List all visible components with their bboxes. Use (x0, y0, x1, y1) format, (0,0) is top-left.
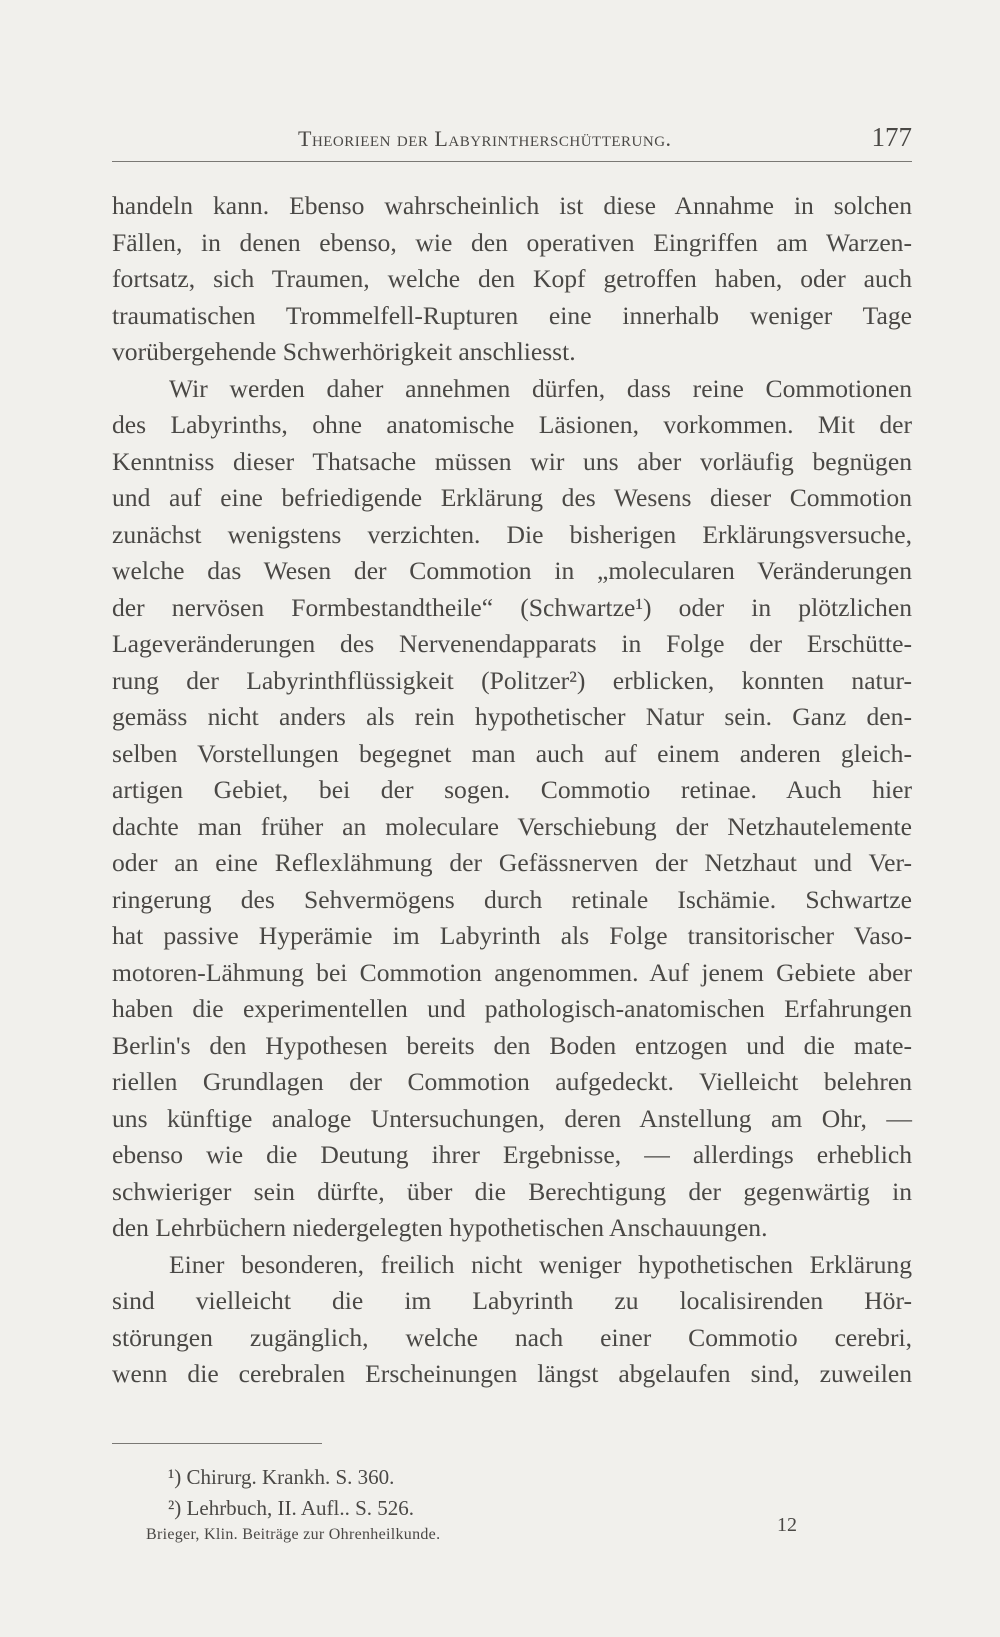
text-line: riellen Grundlagen der Commotion aufgedeckt. Vielleicht belehren (112, 1067, 912, 1096)
text-line: selben Vorstellungen begegnet man auch auf einem anderen gleich- (112, 738, 912, 768)
text-line: des Labyrinths, ohne anatomische Läsionen, vorkommen. Mit der (112, 410, 912, 439)
text-line: artigen Gebiet, bei der sogen. Commotio retinae. Auch hier (112, 775, 912, 804)
text-line: den Lehrbüchern niedergelegten hypothetischen Anschauungen. (112, 1213, 768, 1242)
text-line: oder an eine Reflexlähmung der Gefässnerven der Netzhaut und Ver- (112, 848, 912, 877)
body-text (112, 188, 912, 1393)
footnotes (168, 1462, 414, 1524)
footnote: ²) Lehrbuch, II. Aufl.. S. 526. (168, 1496, 415, 1520)
text-line: sind vielleicht die im Labyrinth zu localisirenden Hör- (112, 1286, 912, 1315)
footnote-rule (112, 1443, 322, 1444)
text-line: ebenso wie die Deutung ihrer Ergebnisse, — allerdings erheblich (112, 1140, 912, 1169)
text-line: Lageveränderungen des Nervenendapparats in Folge der Erschütte- (112, 629, 912, 658)
text-line: motoren-Lähmung bei Commotion angenommen. Auf jenem Gebiete aber (112, 957, 912, 987)
printer-signature: Brieger, Klin. Beiträge zur Ohrenheilkunde. (146, 1526, 441, 1543)
text-line: der nervösen Formbestandtheile“ (Schwartze¹) oder in plötzlichen (112, 592, 912, 622)
text-line: uns künftige analoge Untersuchungen, deren Anstellung am Ohr, — (112, 1103, 912, 1133)
page-number: 177 (871, 122, 912, 152)
text-line: störungen zugänglich, welche nach einer Commotio cerebri, (112, 1322, 912, 1352)
text-line: handeln kann. Ebenso wahrscheinlich ist diese Annahme in solchen (112, 191, 912, 220)
text-line: hat passive Hyperämie im Labyrinth als Folge transitorischer Vaso- (112, 921, 912, 950)
text-line: haben die experimentellen und pathologisch-anatomischen Erfahrungen (112, 994, 912, 1023)
text-line: fortsatz, sich Traumen, welche den Kopf getroffen haben, oder auch (112, 264, 912, 293)
sheet-number: 12 (777, 1514, 797, 1536)
text-line: vorübergehende Schwerhörigkeit anschliesst. (112, 337, 576, 366)
running-title: Theorieen der Labyrintherschütterung. (298, 126, 672, 151)
text-line: ringerung des Sehvermögens durch retinale Ischämie. Schwartze (112, 884, 912, 914)
header-rule (112, 161, 912, 162)
text-line: Einer besonderen, freilich nicht weniger hypothetischen Erklärung (169, 1249, 912, 1279)
text-line: wenn die cerebralen Erscheinungen längst abgelaufen sind, zuweilen (112, 1359, 912, 1388)
text-line: welche das Wesen der Commotion in „molecularen Veränderungen (112, 556, 912, 585)
text-line: zunächst wenigstens verzichten. Die bisherigen Erklärungsversuche, (112, 519, 912, 549)
text-line: Berlin's den Hypothesen bereits den Boden entzogen und die mate- (112, 1030, 912, 1060)
text-line: Fällen, in denen ebenso, wie den operativen Eingriffen am Warzen- (112, 227, 912, 257)
text-line: und auf eine befriedigende Erklärung des Wesens dieser Commotion (112, 483, 912, 512)
text-line: Kenntniss dieser Thatsache müssen wir uns aber vorläufig begnügen (112, 446, 912, 476)
text-line: dachte man früher an moleculare Verschiebung der Netzhautelemente (112, 811, 912, 841)
text-line: schwieriger sein dürfte, über die Berechtigung der gegenwärtig in (112, 1176, 912, 1206)
text-line: Wir werden daher annehmen dürfen, dass reine Commotionen (169, 373, 912, 403)
footnote: ¹) Chirurg. Krankh. S. 360. (168, 1465, 395, 1489)
text-line: gemäss nicht anders als rein hypothetischer Natur sein. Ganz den- (112, 702, 912, 731)
text-line: rung der Labyrinthflüssigkeit (Politzer²) erblicken, konnten natur- (112, 665, 912, 695)
page-header (112, 122, 912, 160)
text-line: traumatischen Trommelfell-Rupturen eine innerhalb weniger Tage (112, 300, 912, 330)
